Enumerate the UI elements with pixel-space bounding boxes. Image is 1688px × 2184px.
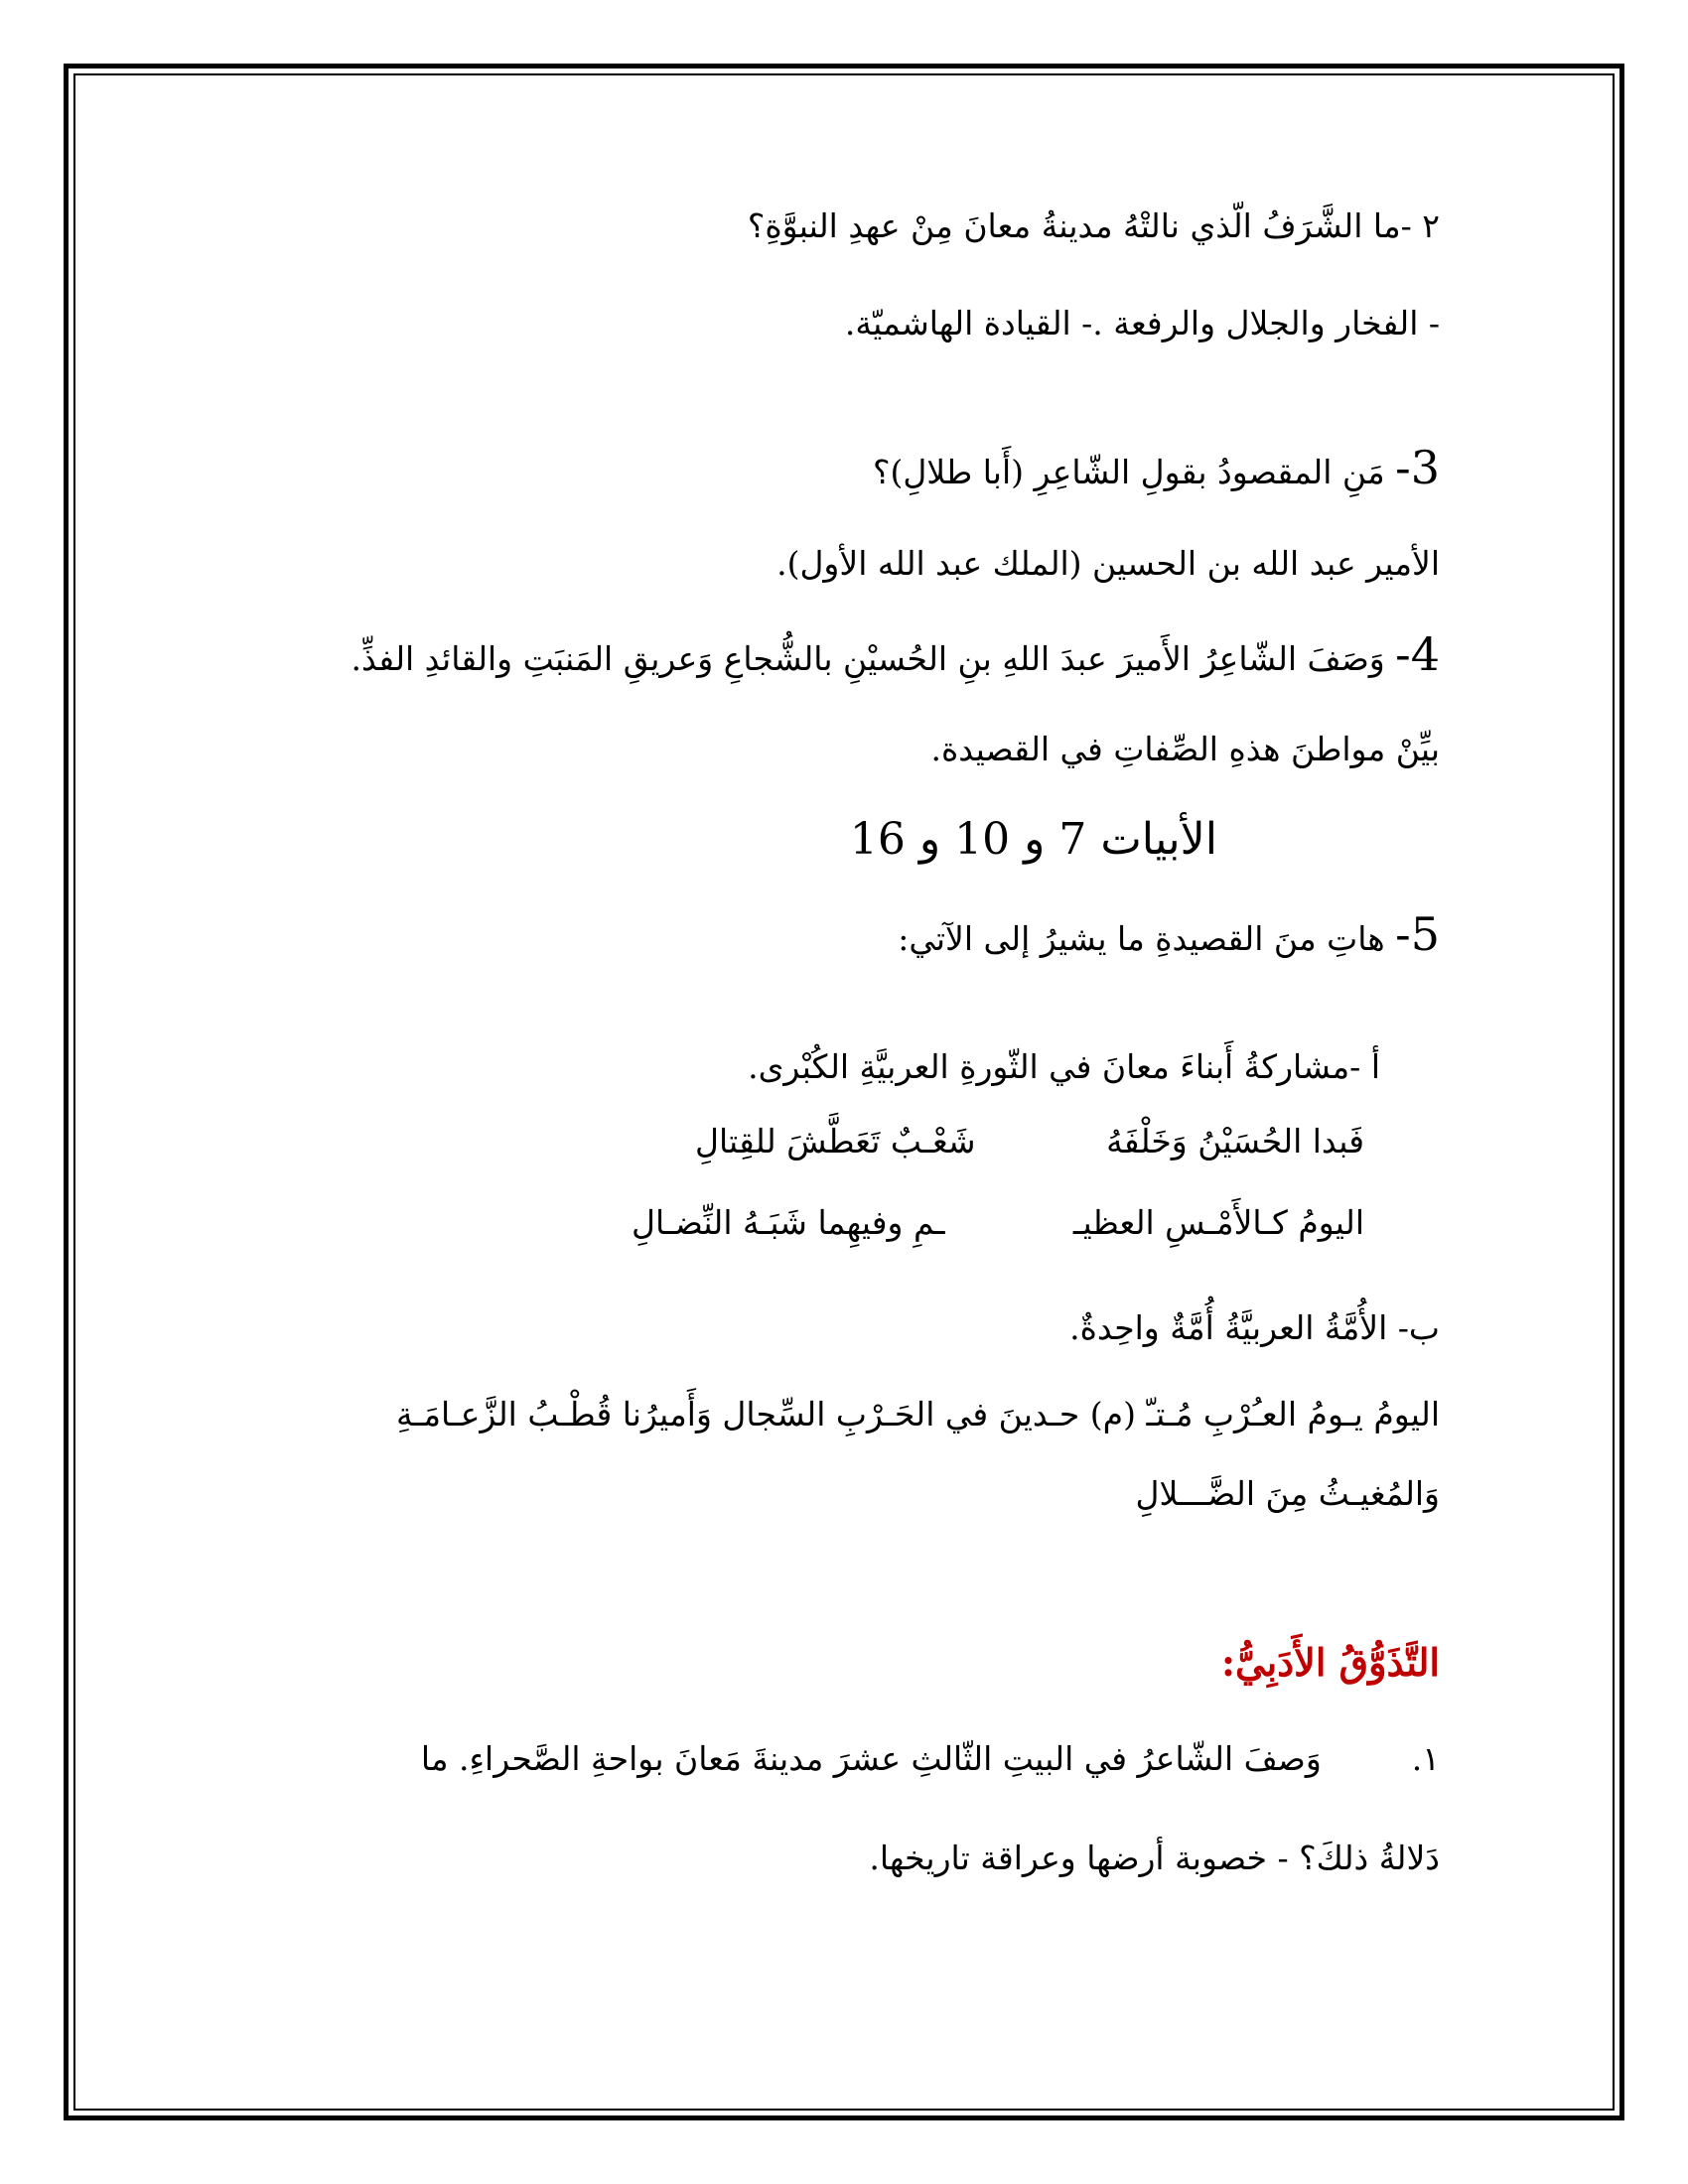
question-4-number: 4- [1395, 627, 1440, 681]
tadhawwuq-item-1 [421, 1739, 1440, 1779]
question-4 [351, 627, 1440, 682]
question-3-number: 3- [1395, 441, 1440, 494]
tadhawwuq-item-number: ١. [1411, 1739, 1440, 1778]
question-4-instruction: بيِّنْ مواطنَ هذهِ الصِّفاتِ في القصيدة. [930, 730, 1440, 768]
question-5-number: 5- [1395, 907, 1440, 961]
q5-b-verse1: اليومُ يـومُ العـُرْبِ مُـتـّ (م) حـدينَ في الحَـرْبِ السِّجال وَأَميرُنا قُطْـبُ الزَّعـامَـةِ [395, 1395, 1440, 1433]
question-4-text: وَصَفَ الشّاعِرُ الأَميرَ عبدَ اللهِ بنِ الحُسيْنِ بالشُّجاعِ وَعريقِ المَنبَتِ والقائدِ الفذِّ. [351, 639, 1385, 678]
question-5-text: هاتِ منَ القصيدةِ ما يشيرُ إلى الآتي: [898, 919, 1385, 958]
q5-a-verse1-right: فَبدا الحُسَيْنُ وَخَلْفَهُ [1106, 1122, 1364, 1160]
question-2: ٢ -ما الشَّرَفُ الّذي نالتْهُ مدينةُ معانَ مِنْ عهدِ النبوَّةِ؟ [747, 206, 1440, 245]
section-heading-literary: التَّذَوُّقُ الأَدَبِيُّ: [1220, 1640, 1440, 1685]
page-border-inner [73, 73, 1615, 2111]
q5-a-verse2-left: ـمِ وفيهِما شَبَـهُ النِّضـالِ [632, 1203, 945, 1242]
q5-part-a: أ -مشاركةُ أَبناءَ معانَ في الثّورةِ العربيَّةِ الكُبْرى. [748, 1047, 1380, 1086]
question-3-text: مَنِ المقصودُ بقولِ الشّاعِرِ (أَبا طلالِ)؟ [872, 453, 1385, 491]
q5-part-b: ب- الأُمَّةُ العربيَّةُ أُمَّةٌ واحِدةٌ. [1069, 1308, 1440, 1347]
question-3 [873, 441, 1440, 495]
answer-4: الأبيات 7 و 10 و 16 [849, 814, 1217, 865]
q5-a-verse1-left: شَعْـبٌ تَعَطَّشَ للقِتالِ [695, 1122, 976, 1160]
tadhawwuq-item-text: وَصفَ الشّاعرُ في البيتِ الثّالثِ عشرَ مدينةَ مَعانَ بواحةِ الصَّحراءِ. ما [420, 1739, 1322, 1778]
q5-b-verse2: وَالمُغيـثُ مِنَ الضَّـــلالِ [1135, 1474, 1440, 1513]
q5-a-verse2-right: اليومُ كـالأَمْـسِ العظيـ [1072, 1203, 1364, 1242]
answer-2: - الفخار والجلال والرفعة .- القيادة الهاشميّة. [844, 304, 1440, 342]
answer-3: الأمير عبد الله بن الحسين (الملك عبد الله الأول). [776, 544, 1440, 583]
question-5 [898, 907, 1440, 962]
tadhawwuq-item-1-continued: دَلالةُ ذلكَ؟ - خصوبة أرضها وعراقة تاريخها. [869, 1839, 1440, 1877]
